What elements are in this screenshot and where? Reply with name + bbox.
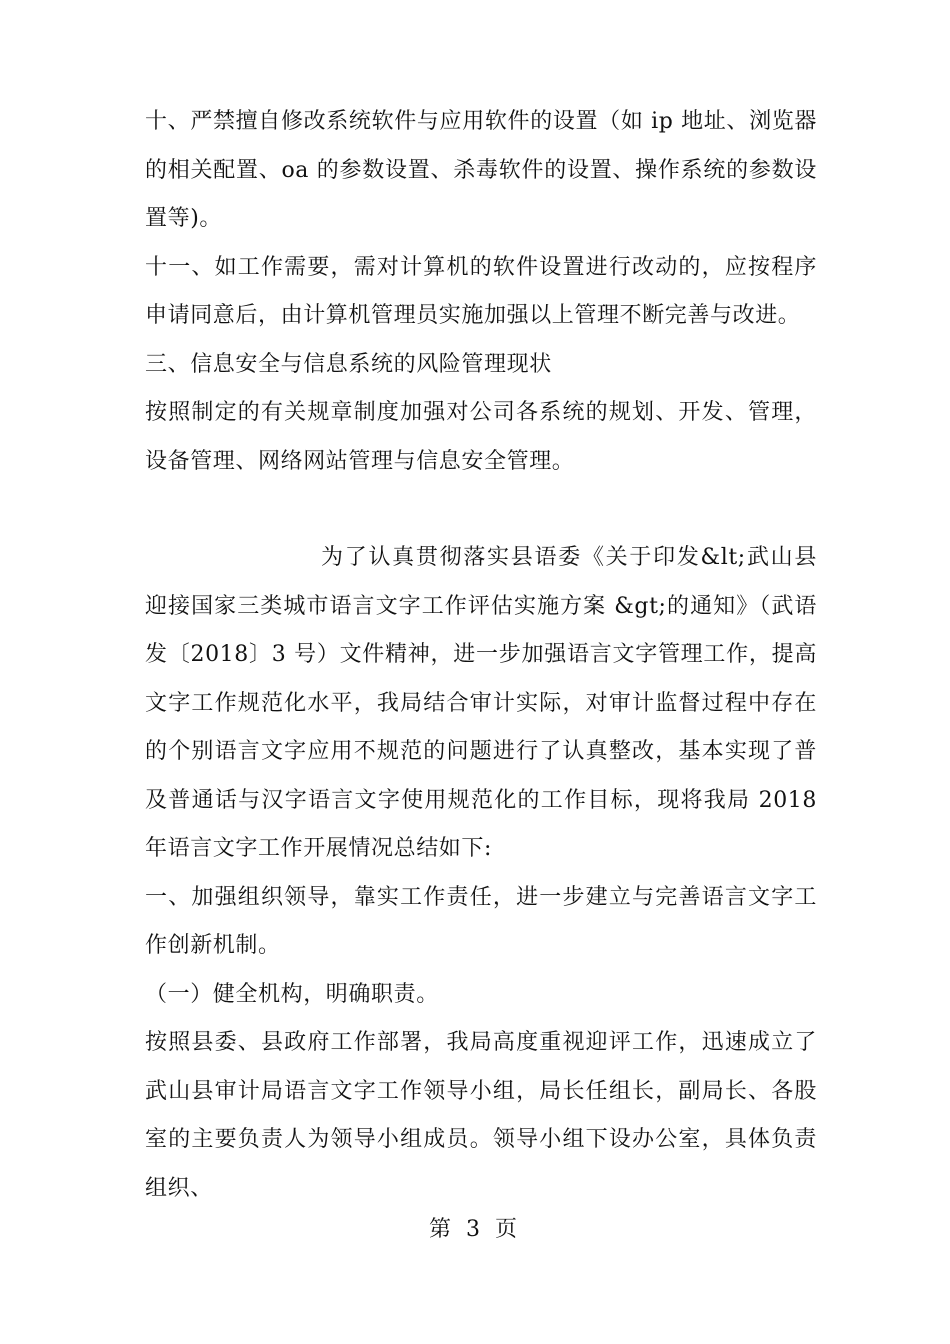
section-heading-organization: 一、加强组织领导，靠实工作责任，进一步建立与完善语言文字工作创新机制。 xyxy=(145,884,817,958)
paragraph-leading-group: 按照县委、县政府工作部署，我局高度重视迎评工作，迅速成立了武山县审计局语言文字工作领导小组，局长任组长，副局长、各股室的主要负责人为领导小组成员。领导小组下设办公室，具体负责组织、 xyxy=(145,1030,817,1201)
section-heading-risk-management: 三、信息安全与信息系统的风险管理现状 xyxy=(145,351,552,377)
subheading-institution: （一）健全机构，明确职责。 xyxy=(145,981,439,1007)
paragraph-gap xyxy=(145,486,817,534)
paragraph-rule-ten: 十、严禁擅自修改系统软件与应用软件的设置（如 ip 地址、浏览器的相关配置、oa 的参数设置、杀毒软件的设置、操作系统的参数设置等)。 xyxy=(145,109,817,231)
paragraph-introduction: 为了认真贯彻落实县语委《关于印发&lt;武山县迎接国家三类城市语言文字工作评估实施方案 &gt;的通知》（武语发〔2018〕3 号）文件精神，进一步加强语言文字管理工作，提高文字工作规范化水平，我局结合审计实际，对审计监督过程中存在的个别语言文字应用不规范的问题进行了认真整改，基本实现了普及普通话与汉字语言文字使用规范化的工作目标，现将我局 2018 年语言文字工作开展情况总结如下: xyxy=(145,545,817,861)
paragraph-rule-eleven: 十一、如工作需要，需对计算机的软件设置进行改动的，应按程序申请同意后，由计算机管理员实施加强以上管理不断完善与改进。 xyxy=(145,254,817,328)
document-body xyxy=(145,98,817,1213)
paragraph-system-management: 按照制定的有关规章制度加强对公司各系统的规划、开发、管理，设备管理、网络网站管理与信息安全管理。 xyxy=(145,400,817,474)
page-number: 第 3 页 xyxy=(429,1217,521,1242)
